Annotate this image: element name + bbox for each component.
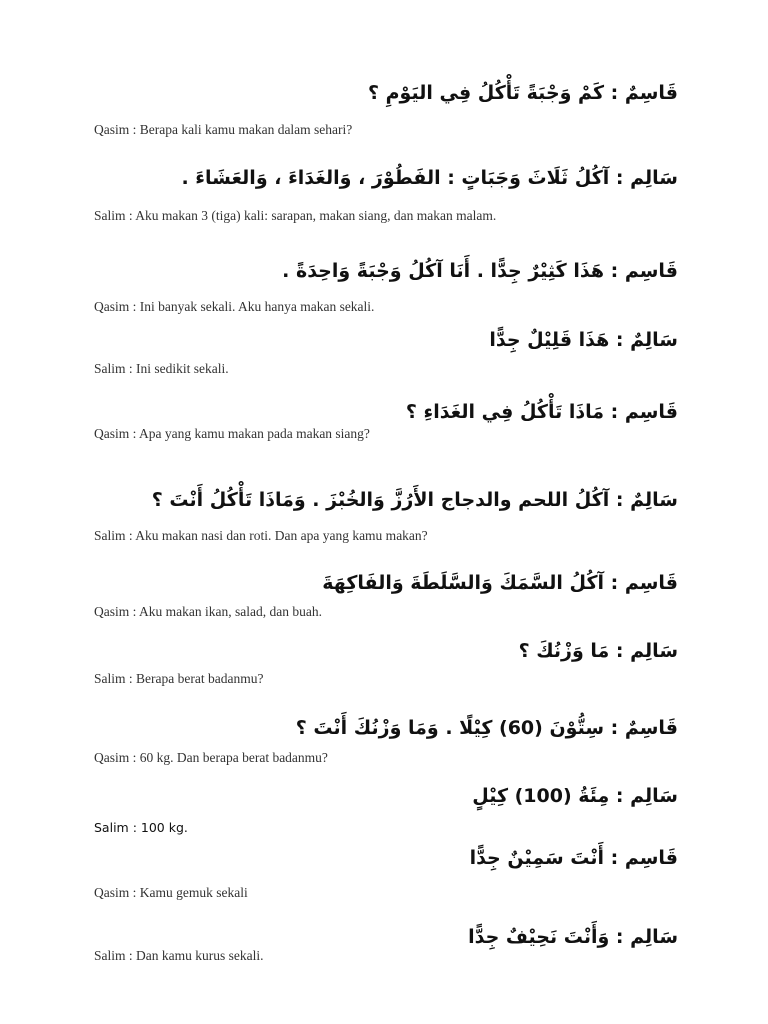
translation-line-2: Salim : Aku makan 3 (tiga) kali: sarapan, makan siang, dan makan malam.: [94, 208, 497, 223]
arabic-line-10: سَالِم : مِئَةُ (100) كِيْلٍ: [472, 785, 678, 807]
translation-line-10: Salim : 100 kg.: [94, 820, 188, 835]
arabic-line-12: سَالِم : وَأَنْتَ نَحِيْفٌ جِدًّا: [468, 926, 678, 948]
translation-line-9: Qasim : 60 kg. Dan berapa berat badanmu?: [94, 750, 328, 765]
arabic-line-3: قَاسِم : هَذَا كَثِيْرٌ جِدًّا . أَنَا آكُلُ وَجْبَةً وَاحِدَةً .: [282, 260, 678, 282]
arabic-line-5: قَاسِم : مَاذَا تَأْكُلُ فِي الغَدَاءِ ؟: [405, 401, 678, 423]
translation-line-1: Qasim : Berapa kali kamu makan dalam sehari?: [94, 122, 353, 137]
arabic-line-11: قَاسِم : أَنْتَ سَمِيْنٌ جِدًّا: [469, 847, 678, 869]
arabic-line-4: سَالِمٌ : هَذَا قَلِيْلٌ جِدًّا: [489, 329, 678, 351]
arabic-line-2: سَالِم : آكُلُ ثَلَاثَ وَجَبَاتٍ : الفَطُوْرَ ، وَالغَدَاءَ ، وَالعَشَاءَ .: [181, 167, 678, 189]
translation-line-11: Qasim : Kamu gemuk sekali: [94, 885, 248, 900]
arabic-line-6: سَالِمٌ : آكُلُ اللحم والدجاج الأَرُزَّ وَالخُبْزَ . وَمَاذَا تَأْكُلُ أَنْتَ ؟: [151, 489, 678, 511]
arabic-line-9: قَاسِمٌ : سِتُّوْنَ (60) كِيْلًا . وَمَا وَزْنُكَ أَنْتَ ؟: [295, 717, 678, 739]
translation-line-4: Salim : Ini sedikit sekali.: [94, 361, 229, 376]
translation-line-5: Qasim : Apa yang kamu makan pada makan siang?: [94, 426, 370, 441]
translation-line-6: Salim : Aku makan nasi dan roti. Dan apa yang kamu makan?: [94, 528, 428, 543]
arabic-line-1: قَاسِمٌ : كَمْ وَجْبَةً تَأْكُلُ فِي اليَوْمِ ؟: [368, 82, 678, 104]
arabic-line-7: قَاسِم : آكُلُ السَّمَكَ وَالسَّلَطَةَ وَالفَاكِهَةَ: [322, 572, 678, 594]
translation-line-12: Salim : Dan kamu kurus sekali.: [94, 948, 264, 963]
translation-line-8: Salim : Berapa berat badanmu?: [94, 671, 264, 686]
translation-line-3: Qasim : Ini banyak sekali. Aku hanya makan sekali.: [94, 299, 375, 314]
translation-line-7: Qasim : Aku makan ikan, salad, dan buah.: [94, 604, 322, 619]
arabic-line-8: سَالِم : مَا وَزْنُكَ ؟: [518, 640, 678, 662]
